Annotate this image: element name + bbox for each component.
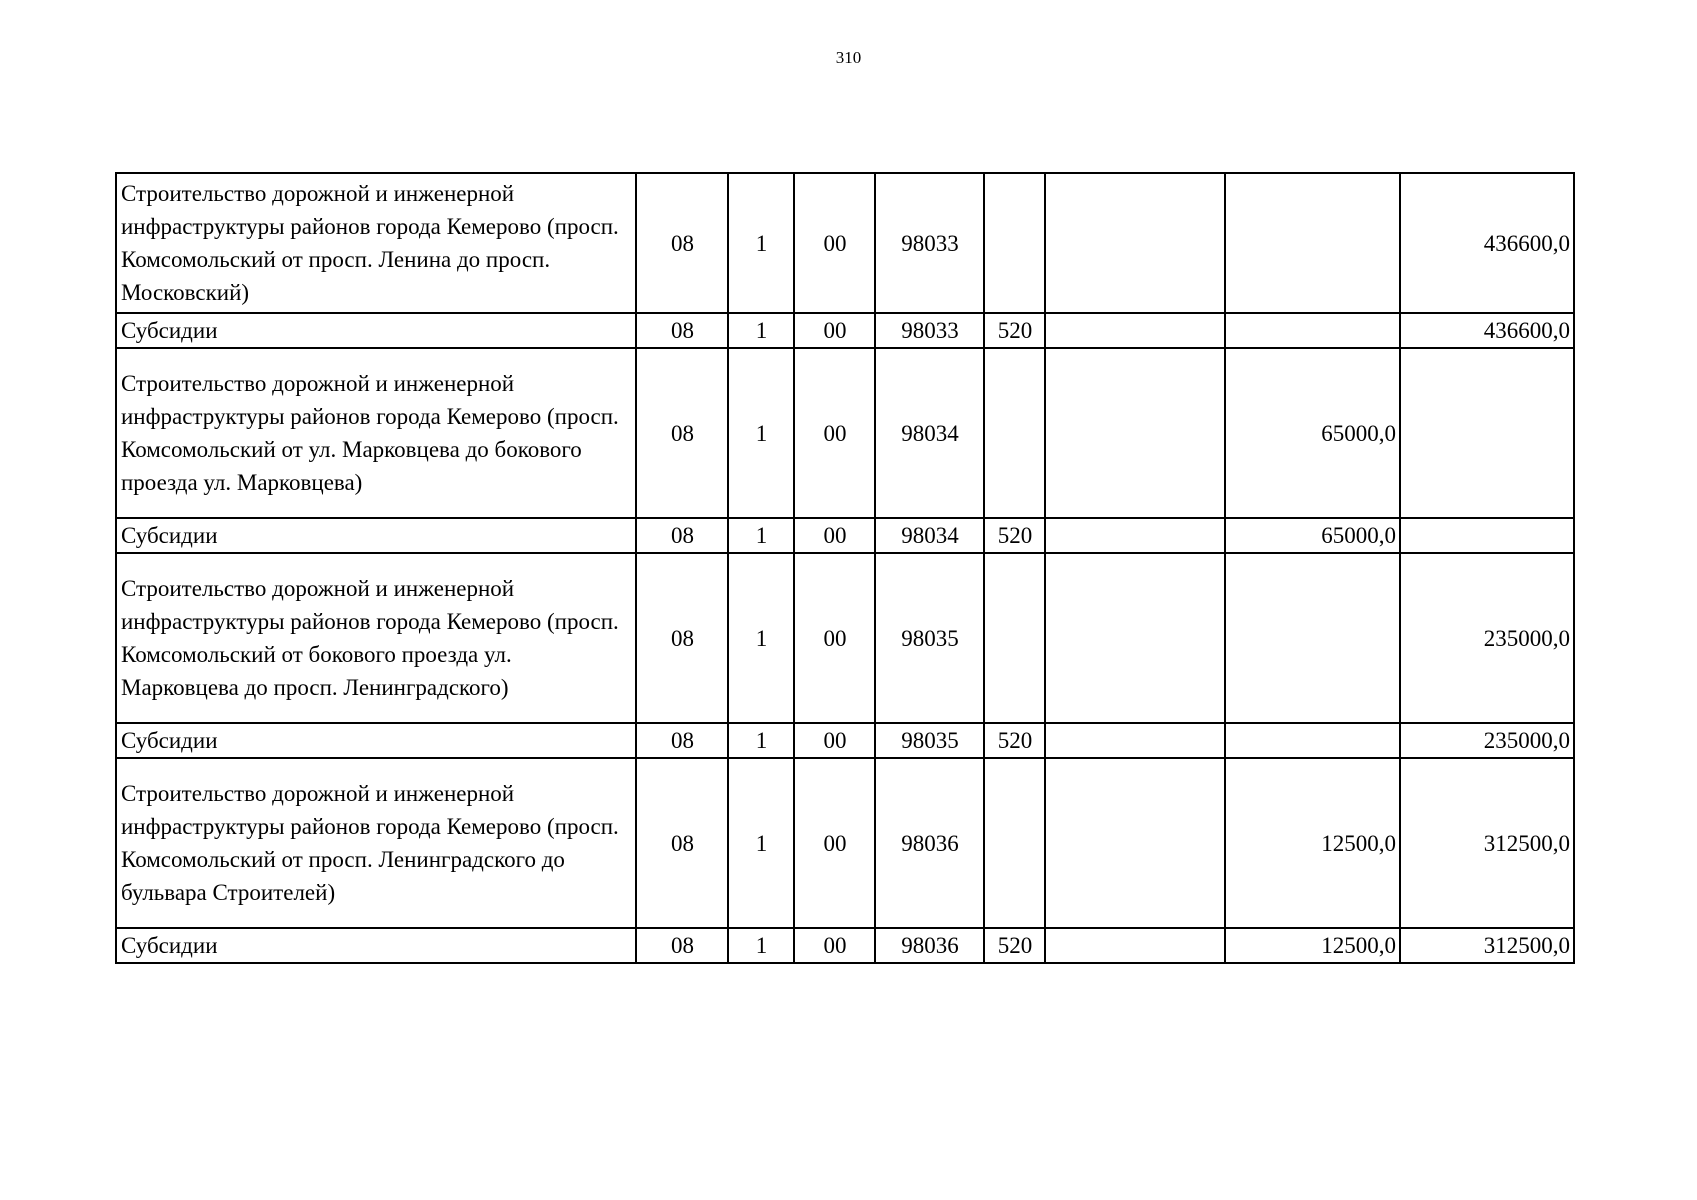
amount-col-2 bbox=[1225, 553, 1400, 723]
budget-table bbox=[115, 172, 1575, 964]
amount-col-1 bbox=[1045, 723, 1225, 758]
subprogram-code: 00 bbox=[794, 928, 875, 963]
table-row bbox=[116, 173, 1574, 313]
program-code: 1 bbox=[728, 348, 794, 518]
table-row bbox=[116, 723, 1574, 758]
subprogram-code: 00 bbox=[794, 553, 875, 723]
section-code: 08 bbox=[636, 723, 728, 758]
direction-code: 98035 bbox=[875, 553, 984, 723]
amount-col-1 bbox=[1045, 348, 1225, 518]
section-code: 08 bbox=[636, 928, 728, 963]
subprogram-code: 00 bbox=[794, 313, 875, 348]
subprogram-code: 00 bbox=[794, 348, 875, 518]
amount-col-1 bbox=[1045, 928, 1225, 963]
direction-code: 98034 bbox=[875, 348, 984, 518]
section-code: 08 bbox=[636, 553, 728, 723]
amount-col-1 bbox=[1045, 553, 1225, 723]
direction-code: 98033 bbox=[875, 173, 984, 313]
expense-type-code bbox=[984, 553, 1045, 723]
subprogram-code: 00 bbox=[794, 723, 875, 758]
amount-col-3: 312500,0 bbox=[1400, 928, 1574, 963]
section-code: 08 bbox=[636, 173, 728, 313]
row-name: Субсидии bbox=[116, 723, 636, 758]
expense-type-code: 520 bbox=[984, 313, 1045, 348]
program-code: 1 bbox=[728, 723, 794, 758]
direction-code: 98034 bbox=[875, 518, 984, 553]
direction-code: 98036 bbox=[875, 928, 984, 963]
section-code: 08 bbox=[636, 758, 728, 928]
subprogram-code: 00 bbox=[794, 173, 875, 313]
amount-col-2: 12500,0 bbox=[1225, 928, 1400, 963]
table-row bbox=[116, 758, 1574, 928]
row-name: Строительство дорожной и инженерной инфраструктуры районов города Кемерово (просп. Комсомольский от просп. Ленинградского до бульвара Строителей) bbox=[116, 758, 636, 928]
program-code: 1 bbox=[728, 518, 794, 553]
program-code: 1 bbox=[728, 758, 794, 928]
table-row bbox=[116, 348, 1574, 518]
amount-col-3: 235000,0 bbox=[1400, 723, 1574, 758]
row-name: Строительство дорожной и инженерной инфраструктуры районов города Кемерово (просп. Комсомольский от бокового проезда ул. Марковцева до просп. Ленинградского) bbox=[116, 553, 636, 723]
amount-col-3: 235000,0 bbox=[1400, 553, 1574, 723]
subprogram-code: 00 bbox=[794, 518, 875, 553]
amount-col-2 bbox=[1225, 173, 1400, 313]
amount-col-3: 312500,0 bbox=[1400, 758, 1574, 928]
amount-col-1 bbox=[1045, 758, 1225, 928]
amount-col-2 bbox=[1225, 313, 1400, 348]
program-code: 1 bbox=[728, 173, 794, 313]
amount-col-2: 65000,0 bbox=[1225, 518, 1400, 553]
amount-col-3 bbox=[1400, 348, 1574, 518]
direction-code: 98035 bbox=[875, 723, 984, 758]
program-code: 1 bbox=[728, 313, 794, 348]
section-code: 08 bbox=[636, 348, 728, 518]
amount-col-1 bbox=[1045, 313, 1225, 348]
subprogram-code: 00 bbox=[794, 758, 875, 928]
program-code: 1 bbox=[728, 928, 794, 963]
direction-code: 98036 bbox=[875, 758, 984, 928]
row-name: Субсидии bbox=[116, 928, 636, 963]
amount-col-1 bbox=[1045, 518, 1225, 553]
table-row bbox=[116, 553, 1574, 723]
direction-code: 98033 bbox=[875, 313, 984, 348]
table-row bbox=[116, 313, 1574, 348]
expense-type-code bbox=[984, 173, 1045, 313]
page-number: 310 bbox=[835, 48, 862, 67]
section-code: 08 bbox=[636, 518, 728, 553]
amount-col-2: 12500,0 bbox=[1225, 758, 1400, 928]
expense-type-code: 520 bbox=[984, 723, 1045, 758]
amount-col-3 bbox=[1400, 518, 1574, 553]
row-name: Субсидии bbox=[116, 518, 636, 553]
row-name: Строительство дорожной и инженерной инфраструктуры районов города Кемерово (просп. Комсомольский от просп. Ленина до просп. Московский) bbox=[116, 173, 636, 313]
table-row bbox=[116, 518, 1574, 553]
amount-col-3: 436600,0 bbox=[1400, 173, 1574, 313]
expense-type-code bbox=[984, 758, 1045, 928]
program-code: 1 bbox=[728, 553, 794, 723]
amount-col-3: 436600,0 bbox=[1400, 313, 1574, 348]
table-row bbox=[116, 928, 1574, 963]
row-name: Строительство дорожной и инженерной инфраструктуры районов города Кемерово (просп. Комсомольский от ул. Марковцева до бокового проезда ул. Марковцева) bbox=[116, 348, 636, 518]
amount-col-2 bbox=[1225, 723, 1400, 758]
amount-col-2: 65000,0 bbox=[1225, 348, 1400, 518]
expense-type-code: 520 bbox=[984, 928, 1045, 963]
row-name: Субсидии bbox=[116, 313, 636, 348]
expense-type-code bbox=[984, 348, 1045, 518]
expense-type-code: 520 bbox=[984, 518, 1045, 553]
amount-col-1 bbox=[1045, 173, 1225, 313]
section-code: 08 bbox=[636, 313, 728, 348]
